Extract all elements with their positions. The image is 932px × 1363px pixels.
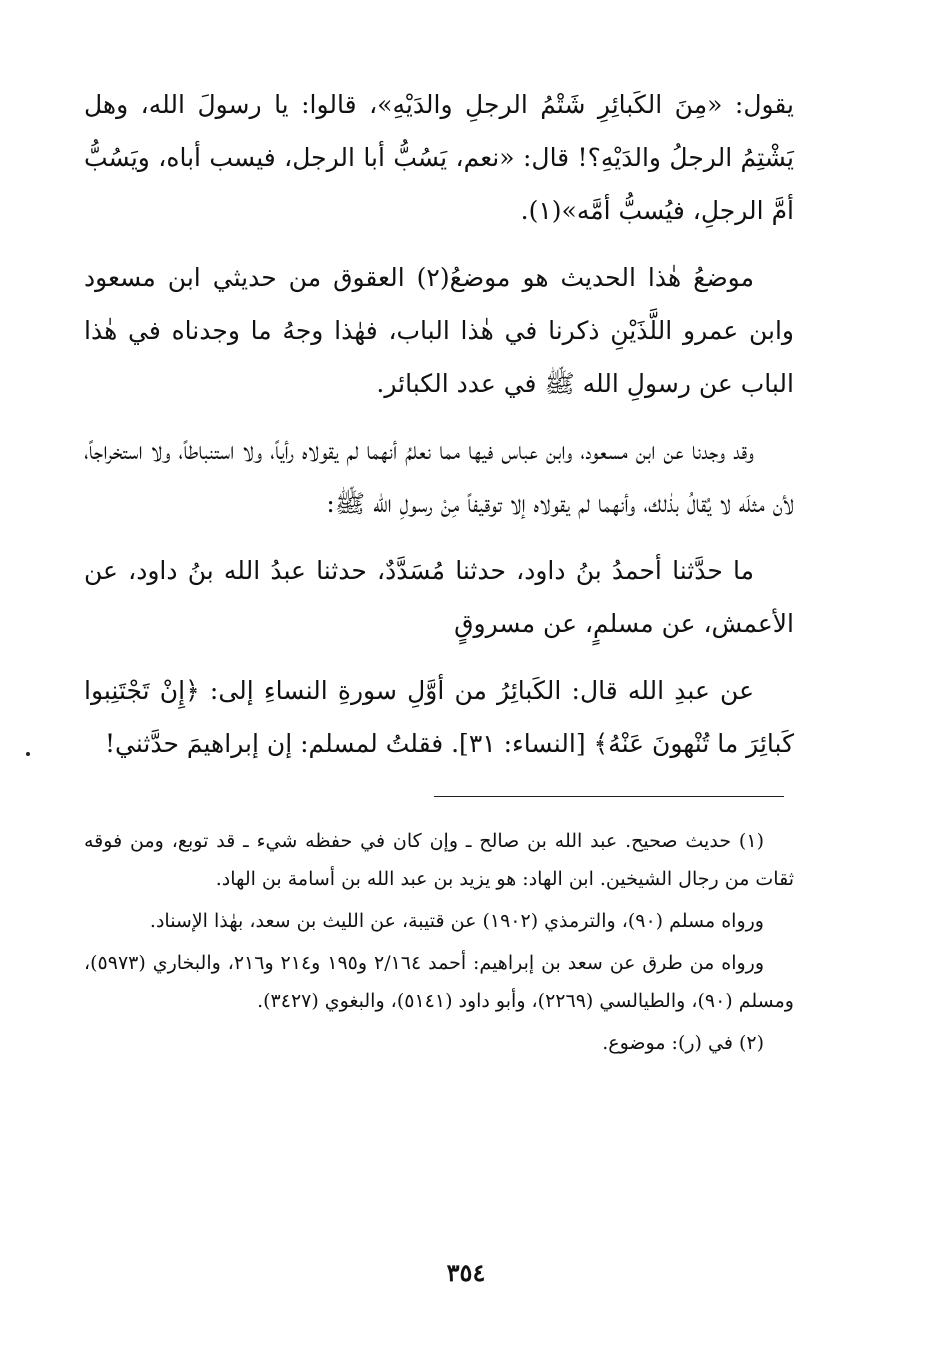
page-number: ٣٥٤ — [446, 1258, 486, 1287]
footnote-1-continued: ورواه مسلم (٩٠)، والترمذي (١٩٠٢) عن قتيبة، عن الليث بن سعد، بهٰذا الإسناد. — [149, 910, 764, 932]
main-text — [84, 78, 794, 784]
footnote-1: (١) حديث صحيح. عبد الله بن صالح ـ وإن كان في حفظه شيء ـ قد توبع، ومن فوقه ثقات من رجال الشيخين. ابن الهاد: هو يزيد بن عبد الله بن أسامة بن الهاد. — [84, 830, 794, 890]
paragraph-2: موضعُ هٰذا الحديث هو موضعُ(٢) العقوق من حديثي ابن مسعود وابن عمرو اللَّذَيْنِ ذكرنا في هٰذا الباب، فهٰذا وجهُ ما وجدناه في هٰذا الباب عن رسولِ الله ﷺ في عدد الكبائر. — [84, 263, 794, 398]
paragraph-3: وقد وجدنا عن ابن مسعود، وابن عباس فيها مما نعلمُ أنهما لم يقولاه رأياً، ولا استنباطاً، ولا استخراجاً، لأن مثلَه لا يُقالُ بذٰلك، وأنهما لم يقولاه إلا توقيفاً مِنْ رسولِ الله ﷺ: — [84, 436, 794, 518]
footnote-1-sources: ورواه من طرق عن سعد بن إبراهيم: أحمد ٢/١٦٤ و١٩٥ و٢١٤ و٢١٦، والبخاري (٥٩٧٣)، ومسلم (٩٠)، والطيالسي (٢٢٦٩)، وأبو داود (٥١٤١)، والبغوي (٣٤٢٧). — [84, 952, 794, 1012]
footnotes — [84, 822, 794, 1066]
paragraph-4: ما حدَّثنا أحمدُ بنُ داود، حدثنا مُسَدَّدٌ، حدثنا عبدُ الله بنُ داود، عن الأعمش، عن مسلمٍ، عن مسروقٍ — [84, 556, 794, 638]
footnote-separator — [434, 796, 784, 797]
paragraph-5: عن عبدِ الله قال: الكَبائِرُ من أوَّلِ سورةِ النساءِ إلى: ﴿إِنْ تَجْتَنِبوا كَبائِرَ ما تُنْهونَ عَنْهُ﴾ [النساء: ٣١]. فقلتُ لمسلم: إن إبراهيمَ حدَّثني! — [84, 676, 794, 758]
paragraph-1: يقول: «مِنَ الكَبائِرِ شَتْمُ الرجلِ والدَيْهِ»، قالوا: يا رسولَ الله، وهل يَشْتِمُ الرجلُ والدَيْهِ؟! قال: «نعم، يَسُبُّ أبا الرجل، فيسب أباه، ويَسُبُّ أمَّ الرجلِ، فيُسبُّ أمَّه»(١). — [84, 90, 794, 225]
margin-mark — [26, 752, 30, 756]
footnote-2: (٢) في (ر): موضوع. — [602, 1032, 764, 1054]
